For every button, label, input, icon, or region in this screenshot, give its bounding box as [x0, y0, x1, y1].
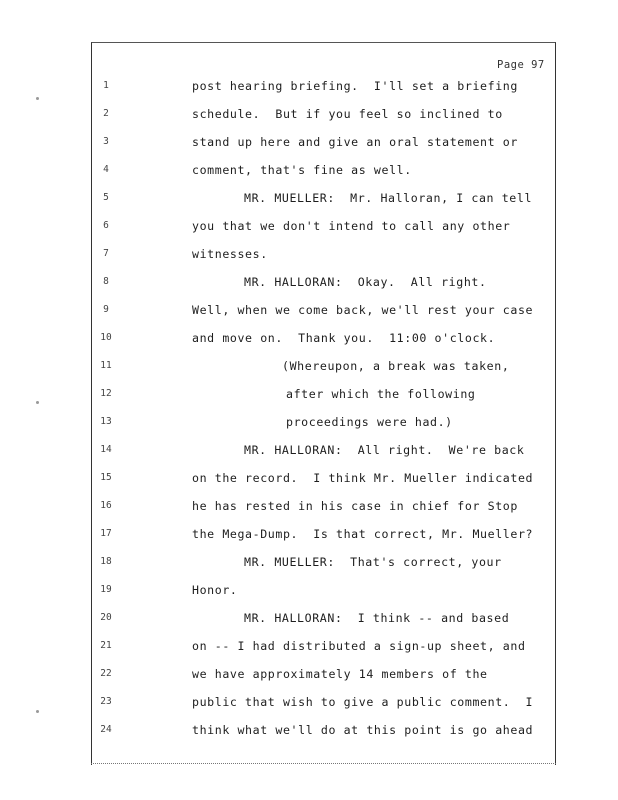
line-text: MR. MUELLER: Mr. Halloran, I can tell — [244, 191, 533, 205]
line-text: he has rested in his case in chief for Stop — [192, 499, 518, 513]
line-text: stand up here and give an oral statement or — [192, 135, 518, 149]
line-text: on the record. I think Mr. Mueller indicated — [192, 471, 534, 485]
line-text: schedule. But if you feel so inclined to — [192, 107, 503, 121]
margin-mark — [36, 710, 39, 713]
line-text: proceedings were had.) — [286, 415, 453, 429]
line-number: 23 — [100, 696, 112, 707]
line-text: Honor. — [192, 583, 238, 597]
line-number: 5 — [103, 192, 109, 203]
line-number: 21 — [100, 640, 112, 651]
line-text: after which the following — [286, 387, 476, 401]
line-text: think what we'll do at this point is go ahead — [192, 723, 534, 737]
line-number: 6 — [103, 220, 109, 231]
line-number: 20 — [100, 612, 112, 623]
line-number: 11 — [100, 360, 112, 371]
line-number: 13 — [100, 416, 112, 427]
line-number: 1 — [103, 80, 109, 91]
line-number: 2 — [103, 108, 109, 119]
line-text: we have approximately 14 members of the — [192, 667, 488, 681]
line-text: the Mega-Dump. Is that correct, Mr. Mueller? — [192, 527, 534, 541]
line-text: post hearing briefing. I'll set a briefing — [192, 79, 518, 93]
line-text: witnesses. — [192, 247, 268, 261]
line-text: MR. HALLORAN: All right. We're back — [244, 443, 525, 457]
line-number: 3 — [103, 136, 109, 147]
line-number: 24 — [100, 724, 112, 735]
page-bottom-border — [91, 763, 556, 764]
line-number: 9 — [103, 304, 109, 315]
line-number: 4 — [103, 164, 109, 175]
margin-mark — [36, 401, 39, 404]
line-number: 8 — [103, 276, 109, 287]
page-number: Page 97 — [497, 59, 545, 71]
line-text: (Whereupon, a break was taken, — [282, 359, 510, 373]
margin-mark — [36, 97, 39, 100]
line-text: MR. HALLORAN: I think -- and based — [244, 611, 510, 625]
line-number: 18 — [100, 556, 112, 567]
line-text: on -- I had distributed a sign-up sheet, and — [192, 639, 526, 653]
line-text: you that we don't intend to call any other — [192, 219, 511, 233]
line-number: 22 — [100, 668, 112, 679]
transcript-page-frame — [91, 42, 556, 765]
line-number: 12 — [100, 388, 112, 399]
line-number: 17 — [100, 528, 112, 539]
line-text: MR. MUELLER: That's correct, your — [244, 555, 502, 569]
line-text: comment, that's fine as well. — [192, 163, 412, 177]
line-text: MR. HALLORAN: Okay. All right. — [244, 275, 487, 289]
line-number: 14 — [100, 444, 112, 455]
line-number: 10 — [100, 332, 112, 343]
line-number: 19 — [100, 584, 112, 595]
line-text: Well, when we come back, we'll rest your case — [192, 303, 534, 317]
line-number: 7 — [103, 248, 109, 259]
line-text: public that wish to give a public comment. I — [192, 695, 534, 709]
line-number: 16 — [100, 500, 112, 511]
line-text: and move on. Thank you. 11:00 o'clock. — [192, 331, 496, 345]
line-number: 15 — [100, 472, 112, 483]
